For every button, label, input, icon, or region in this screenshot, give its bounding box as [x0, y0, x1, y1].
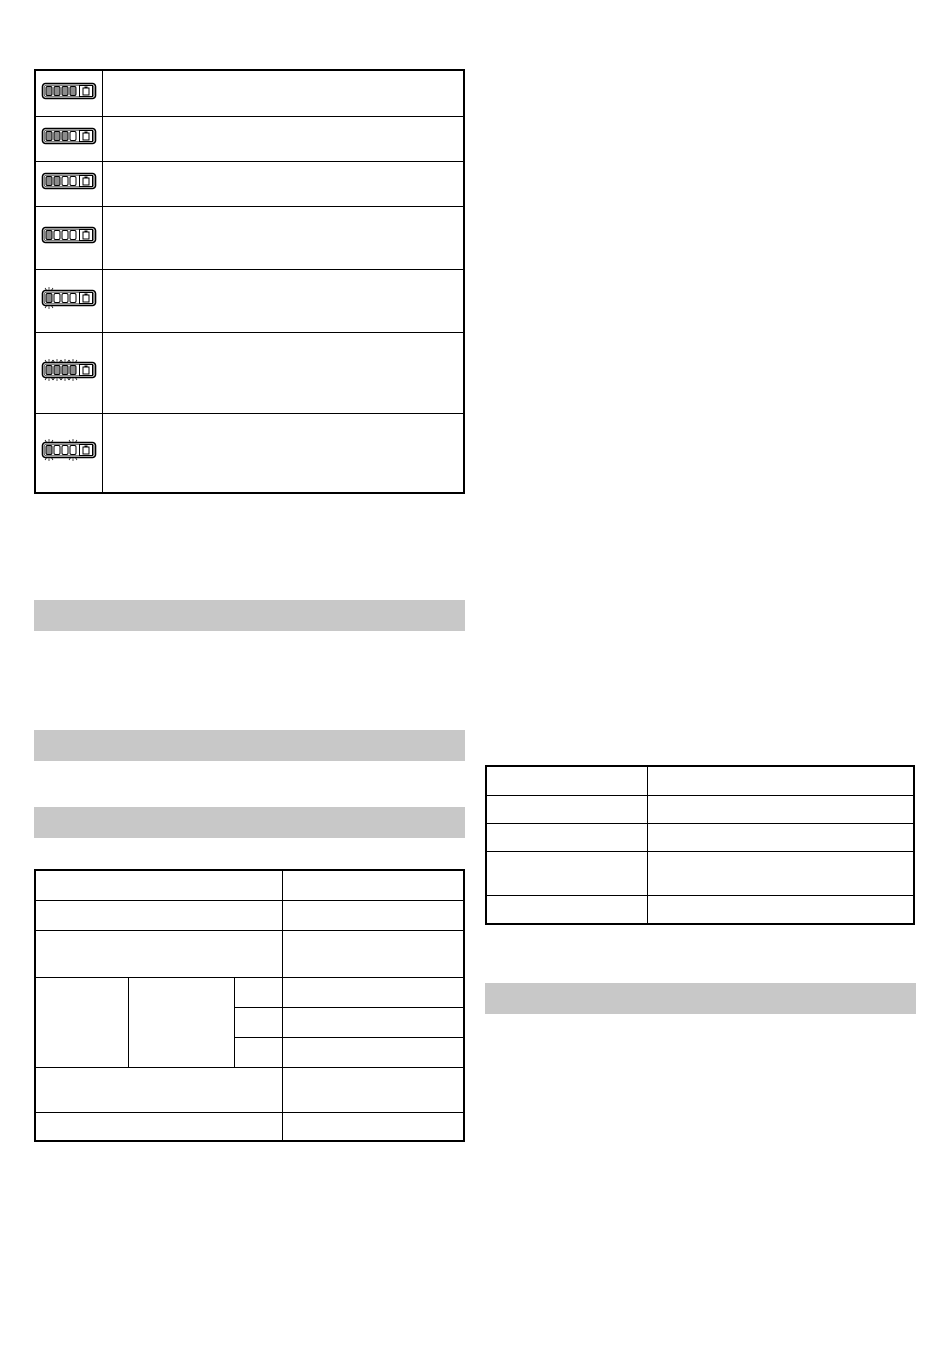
- specification-table-right: [485, 765, 915, 925]
- spec-label: [35, 930, 282, 977]
- spec-value: [282, 1067, 464, 1112]
- battery-segment: [70, 231, 76, 240]
- battery-glyph-body: [83, 178, 89, 185]
- battery-outer-bars-blinking-icon: [35, 413, 102, 493]
- battery-graphic: [41, 170, 97, 192]
- spec-label: [35, 1067, 282, 1112]
- battery-segment: [46, 294, 52, 303]
- spec-label: [35, 900, 282, 930]
- battery-1-bar-blinking-icon: [35, 269, 102, 332]
- battery-row: [35, 269, 464, 332]
- battery-glyph-body: [83, 88, 89, 95]
- spec-value: [647, 795, 914, 823]
- battery-segment: [62, 366, 68, 375]
- battery-segment: [54, 86, 60, 95]
- battery-segment: [70, 86, 76, 95]
- battery-graphic: [41, 80, 97, 102]
- battery-row: [35, 70, 464, 116]
- battery-row: [35, 206, 464, 269]
- spec-sub-label: [234, 1037, 282, 1067]
- battery-glyph-terminal: [84, 86, 87, 88]
- battery-row: [35, 116, 464, 161]
- spec-value: [282, 900, 464, 930]
- spec-label: [486, 895, 647, 924]
- battery-row-description: [102, 269, 464, 332]
- battery-segment: [62, 86, 68, 95]
- battery-row-description: [102, 116, 464, 161]
- table-row: [35, 900, 464, 930]
- spec-label: [486, 851, 647, 895]
- spec-label: [486, 823, 647, 851]
- battery-glyph-body: [83, 447, 89, 454]
- battery-segment: [62, 231, 68, 240]
- spec-value: [282, 1007, 464, 1037]
- spec-label: [486, 766, 647, 795]
- battery-4-bars-icon: [35, 70, 102, 116]
- battery-row: [35, 161, 464, 206]
- table-row: [486, 766, 914, 795]
- battery-1-bar-icon: [35, 206, 102, 269]
- battery-segment: [54, 446, 60, 455]
- table-row: [35, 1067, 464, 1112]
- battery-segment: [70, 177, 76, 186]
- spec-value: [282, 930, 464, 977]
- battery-glyph-body: [83, 232, 89, 239]
- battery-graphic: [41, 287, 97, 309]
- battery-segment: [62, 294, 68, 303]
- spec-subgroup-label: [128, 977, 234, 1067]
- battery-graphic: [41, 224, 97, 246]
- section-header-band: [34, 807, 465, 838]
- battery-segment: [70, 366, 76, 375]
- battery-segment: [46, 86, 52, 95]
- battery-row-description: [102, 413, 464, 493]
- table-row: [35, 870, 464, 900]
- spec-value: [282, 1037, 464, 1067]
- battery-all-bars-blinking-icon: [35, 332, 102, 413]
- battery-glyph-terminal: [84, 231, 87, 233]
- battery-segment: [54, 366, 60, 375]
- section-header-band: [485, 983, 916, 1014]
- spec-group-label: [35, 977, 128, 1067]
- section-header-band: [34, 730, 465, 761]
- battery-glyph-terminal: [84, 446, 87, 448]
- table-row: [486, 895, 914, 924]
- battery-row: [35, 332, 464, 413]
- battery-segment: [70, 446, 76, 455]
- table-row: [486, 823, 914, 851]
- battery-segment: [62, 446, 68, 455]
- battery-segment: [46, 132, 52, 141]
- spec-label: [486, 795, 647, 823]
- battery-graphic: [41, 439, 97, 461]
- table-row: [35, 977, 464, 1007]
- table-row: [486, 795, 914, 823]
- spec-sub-label: [234, 977, 282, 1007]
- table-row: [486, 851, 914, 895]
- battery-segment: [70, 132, 76, 141]
- battery-segment: [62, 177, 68, 186]
- spec-sub-label: [234, 1007, 282, 1037]
- spec-label: [35, 870, 282, 900]
- battery-glyph-terminal: [84, 366, 87, 368]
- spec-value: [647, 823, 914, 851]
- spec-value: [647, 895, 914, 924]
- battery-row-description: [102, 332, 464, 413]
- table-row: [35, 930, 464, 977]
- battery-segment: [46, 446, 52, 455]
- battery-indicator-table: [34, 69, 465, 494]
- battery-segment: [46, 231, 52, 240]
- battery-segment: [54, 177, 60, 186]
- battery-row: [35, 413, 464, 493]
- battery-row-description: [102, 161, 464, 206]
- battery-glyph-body: [83, 367, 89, 374]
- battery-segment: [54, 132, 60, 141]
- battery-glyph-terminal: [84, 132, 87, 134]
- battery-glyph-terminal: [84, 177, 87, 179]
- battery-graphic: [41, 125, 97, 147]
- battery-segment: [70, 294, 76, 303]
- battery-3-bars-icon: [35, 116, 102, 161]
- battery-row-description: [102, 70, 464, 116]
- spec-value: [647, 851, 914, 895]
- table-row: [35, 1112, 464, 1141]
- battery-row-description: [102, 206, 464, 269]
- battery-segment: [54, 231, 60, 240]
- section-header-band: [34, 600, 465, 631]
- spec-value: [282, 1112, 464, 1141]
- spec-label: [35, 1112, 282, 1141]
- battery-segment: [62, 132, 68, 141]
- specification-table-left: [34, 869, 465, 1142]
- battery-segment: [46, 366, 52, 375]
- spec-value: [282, 977, 464, 1007]
- battery-glyph-terminal: [84, 294, 87, 296]
- spec-value: [282, 870, 464, 900]
- battery-graphic: [41, 359, 97, 381]
- battery-glyph-body: [83, 133, 89, 140]
- battery-glyph-body: [83, 295, 89, 302]
- battery-segment: [46, 177, 52, 186]
- battery-2-bars-icon: [35, 161, 102, 206]
- battery-segment: [54, 294, 60, 303]
- spec-value: [647, 766, 914, 795]
